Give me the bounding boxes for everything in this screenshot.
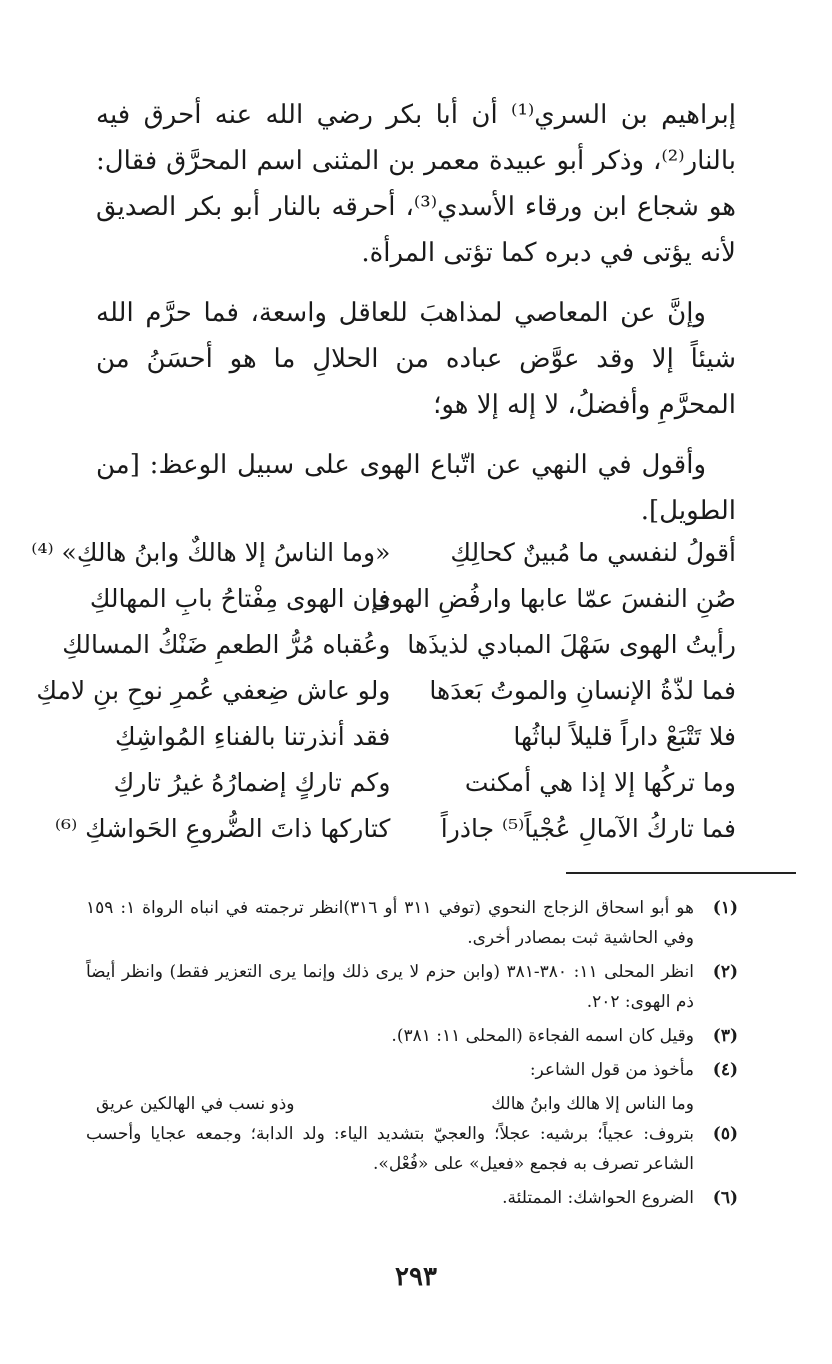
footnote-divider <box>566 872 796 874</box>
footnotes <box>86 893 738 1217</box>
footnote-number: (٢) <box>712 962 738 982</box>
footnote <box>86 893 738 953</box>
verse-first-hemistich: صُنِ النفسَ عمّا عابها وارفُضِ الهوى <box>371 584 736 613</box>
poem-verse <box>54 806 736 852</box>
poem-verse <box>96 714 736 760</box>
verse-second-hemistich: فقد أنذرتنا بالفناءِ المُواشِكِ <box>114 722 391 751</box>
footnote <box>86 1055 738 1085</box>
footnote-text: انظر المحلى ١١: ٣٨٠-٣٨١ (وابن حزم لا يرى ذلك وإنما يرى التعزير فقط) وانظر أيضاً ذم الهوى: ٢٠٢. <box>86 962 694 1012</box>
verse-first-hemistich: فما تاركُ الآمالِ عُجْياً⁽⁵⁾ جاذراً <box>440 814 736 843</box>
footnote-text: الضروع الحواشك: الممتلئة. <box>502 1188 694 1208</box>
verse-second-hemistich: «وما الناسُ إلا هالكٌ وابنُ هالكِ» ⁽⁴⁾ <box>31 538 391 567</box>
verse-first-hemistich: فلا تَتْبَعْ داراً قليلاً لباثُها <box>513 722 736 751</box>
footnote-text: بتروف: عجياً؛ برشيه: عجلاً؛ والعجيّ بتشديد الياء: ولد الدابة؛ وجمعه عجايا وأحسب الشاعر تصرف به فجمع «فعيل» على «فُعْل». <box>86 1124 694 1174</box>
verse-first-hemistich: رأيتُ الهوى سَهْلَ المبادي لذيذَها <box>407 630 736 659</box>
verse-second-hemistich: وعُقباه مُرُّ الطعمِ ضَنْكُ المسالكِ <box>62 630 391 659</box>
verse-second-hemistich: ولو عاش ضِعفي عُمرِ نوحِ بنِ لامكِ <box>36 676 391 705</box>
poem-verse <box>89 576 736 622</box>
footnote <box>86 1021 738 1051</box>
poem-verse <box>36 668 736 714</box>
verse-second-hemistich: كتاركها ذاتَ الضُّروعِ الحَواشكِ ⁽⁶⁾ <box>54 814 391 843</box>
verse-first-hemistich: وما تركُها إلا إذا هي أمكنت <box>464 768 736 797</box>
footnote-number: (٣) <box>712 1026 738 1046</box>
footnote-verse-second: وذو نسب في الهالكين عريق <box>96 1094 295 1114</box>
footnote-number: (٤) <box>712 1060 738 1080</box>
footnote <box>86 1183 738 1213</box>
footnote-number: (١) <box>712 898 738 918</box>
verse-second-hemistich: وكم تاركٍ إضمارُهُ غيرُ تاركِ <box>113 768 391 797</box>
page-number: ٢٩٣ <box>395 1262 437 1292</box>
paragraph-1: إبراهيم بن السري⁽¹⁾ أن أبا بكر رضي الله عنه أحرق فيه بالنار⁽²⁾، وذكر أبو عبيدة معمر بن المثنى اسم المحرَّق فقال: هو شجاع ابن ورقاء الأسدي⁽³⁾، أحرقه بالنار أبو بكر الصديق لأنه يؤتى في دبره كما تؤتى المرأة. <box>96 100 737 268</box>
footnote-number: (٥) <box>712 1124 738 1144</box>
footnote <box>86 957 738 1017</box>
poem <box>31 530 736 852</box>
footnote-number: (٦) <box>712 1188 738 1208</box>
verse-first-hemistich: فما لذّةُ الإنسانِ والموتُ بَعدَها <box>429 676 736 705</box>
paragraph-2: وإنَّ عن المعاصي لمذاهبَ للعاقل واسعة، فما حرَّم الله شيئاً إلا وقد عوَّض عباده من الحلالِ ما هو أحسَنُ من المحرَّمِ وأفضلُ، لا إله إلا هو؛ <box>96 298 736 420</box>
poem-verse <box>96 760 736 806</box>
footnote-text: وقيل كان اسمه الفجاءة (المحلى ١١: ٣٨١). <box>391 1026 694 1046</box>
poem-verse <box>62 622 736 668</box>
footnote-text: هو أبو اسحاق الزجاج النحوي (توفي ٣١١ أو ٣١٦)انظر ترجمته في انباه الرواة ١: ١٥٩ وفي الحاشية ثبت بمصادر أخرى. <box>86 898 694 948</box>
verse-second-hemistich: فإن الهوى مِفْتاحُ بابِ المهالكِ <box>89 584 391 613</box>
main-text <box>96 92 736 548</box>
footnote-verse <box>86 1089 738 1119</box>
verse-first-hemistich: أقولُ لنفسي ما مُبينٌ كحالِكِ <box>450 538 736 567</box>
footnote-verse-first: وما الناس إلا هالك وابنُ هالك <box>491 1094 694 1114</box>
footnote <box>86 1119 738 1179</box>
poem-verse <box>31 530 736 576</box>
footnote-text: مأخوذ من قول الشاعر: <box>529 1060 694 1080</box>
paragraph-3: وأقول في النهي عن اتّباع الهوى على سبيل الوعظ: [من الطويل]. <box>96 450 736 526</box>
